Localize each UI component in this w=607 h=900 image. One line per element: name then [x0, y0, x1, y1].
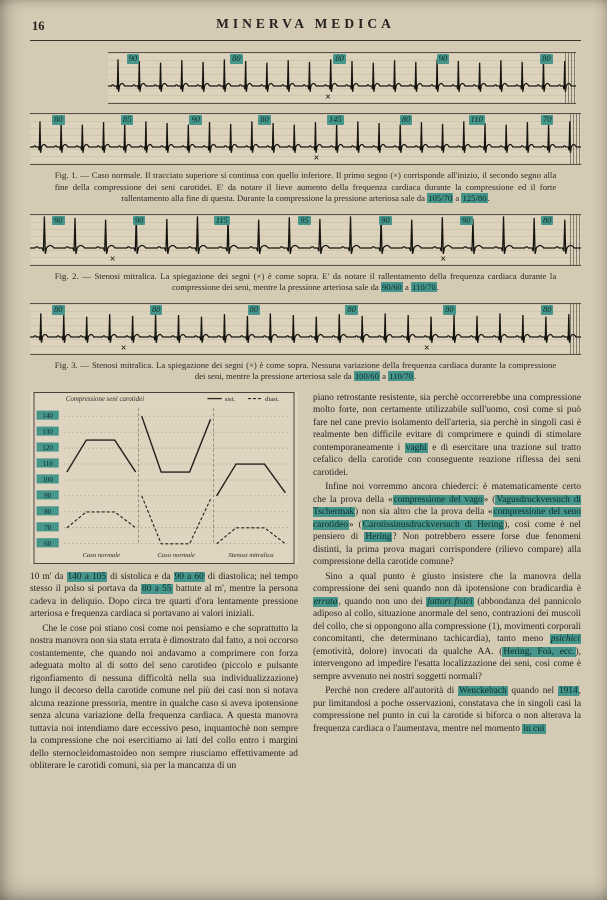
ecg-trace — [30, 121, 581, 152]
text-segment: 125/80 — [462, 193, 487, 204]
heart-rate-number: 80 — [335, 53, 344, 63]
figure-1 — [30, 52, 581, 205]
text-segment: 140 a 105 — [67, 571, 107, 582]
ecg-strip-fig3 — [30, 303, 581, 355]
ecg-trace — [30, 216, 581, 254]
text-segment: . — [436, 282, 439, 293]
text-segment: ? Non potrebbero essere forse due fenomeni distinti, la prima prova magari corrispondere (rilievo compare) alla compressione della carotide comune? — [313, 532, 581, 568]
pressure-curve-sistolica — [142, 416, 211, 472]
text-segment: ), così come è nel pensiero di — [313, 519, 582, 543]
ytick-label: 110 — [42, 459, 53, 468]
ytick-label: 60 — [44, 539, 52, 548]
text-segment: 100/60 — [354, 371, 379, 382]
compression-mark: × — [423, 342, 430, 354]
text-segment: Fig. 2. — Stenosi mitralica. La spiegazione dei segni (×) è come sopra. E' da notare il rallentamento della frequenza cardiaca durante la compressione dei seni, mentre la pressione arteriosa sale da — [54, 270, 557, 293]
text-segment: 90 a 60 — [174, 571, 204, 582]
heart-rate-number: 80 — [232, 53, 241, 63]
paragraph — [313, 685, 581, 735]
pressure-curve-sistolica — [67, 440, 136, 472]
text-segment: 1914 — [558, 686, 578, 697]
heart-rate-number: 80 — [445, 303, 454, 314]
two-column-body — [30, 392, 581, 775]
heart-rate-number: 80 — [347, 303, 356, 314]
pressure-curve-diastolica — [142, 496, 211, 544]
heart-rate-number: 115 — [215, 214, 228, 225]
fig1-caption — [55, 170, 556, 205]
heart-rate-number: 80 — [54, 114, 63, 124]
fig2-caption — [55, 271, 556, 294]
chart-frame — [34, 392, 294, 563]
journal-title: MINERVA MEDICA — [216, 16, 395, 31]
text-segment: 80 a 55 — [142, 584, 172, 595]
text-segment: Fig. 1. — Caso normale. Il tracciato superiore si continua con quello inferiore. Il primo segno (×) corrisponde all'inizio, il secondo segno alla fine della compressione dei seni carotidei. E' da notare il lieve aumento della frequenza cardiaca durante la compressione ed il forte rallentamento alla fine di questa. Durante la compressione la pressione arteriosa sale da — [54, 170, 557, 204]
text-segment: e di esercitare una trazione sul tratto cefalico della carotide con conseguente reazione riflessa dei seni carotidei. — [313, 442, 582, 478]
heart-rate-number: 80 — [401, 114, 411, 124]
figure-2 — [30, 214, 581, 294]
panel-label: Stenosi mitralica — [228, 551, 274, 559]
paragraph — [30, 623, 298, 773]
text-segment: 90/60 — [381, 282, 402, 293]
text-segment: ) non sia altro che la prova della « — [355, 507, 493, 518]
panel-label: Caso normale — [157, 551, 195, 559]
text-segment: Sino a qual punto è giusto insistere che la manovra della compressione dei seni quando non dà ipotensione con bradicardia è — [313, 571, 581, 595]
heart-rate-number: 90 — [462, 214, 471, 225]
text-segment: a — [453, 193, 462, 204]
paragraph — [30, 571, 298, 621]
text-segment: (abbondanza del pannicolo adiposo al collo, situazione anormale del seno, contrazioni dei muscoli del collo, che si oppongono alla compressione (1), movimenti corporali concomitanti, che determinano tachicardia), tanto meno — [313, 596, 581, 645]
ytick-label: 140 — [42, 412, 53, 421]
text-segment: 110/70 — [389, 371, 413, 382]
ytick-label: 80 — [44, 507, 52, 516]
compression-mark: × — [120, 342, 127, 354]
text-segment: 105/70 — [428, 193, 453, 204]
page-header — [30, 16, 581, 36]
text-segment: » ( — [348, 519, 362, 530]
heart-rate-number: 80 — [542, 53, 551, 63]
heart-rate-number: 80 — [249, 303, 259, 314]
ecg-waveform — [30, 304, 581, 354]
heart-rate-number: 90 — [54, 214, 63, 225]
text-segment: fattori fisici — [427, 596, 473, 607]
text-segment: (emotività, dolore) invocati da qualche AA. ( — [313, 646, 503, 657]
compression-mark: × — [440, 253, 447, 265]
header-divider — [30, 40, 581, 41]
text-segment: compressione del seno carotideo — [313, 507, 581, 530]
text-segment: , quando non uno dei — [338, 596, 427, 607]
ytick-label: 70 — [44, 523, 52, 532]
compression-mark: × — [313, 153, 320, 164]
text-segment: psichici — [550, 634, 580, 645]
ecg-waveform — [108, 53, 576, 103]
text-segment: Wenckebach — [459, 686, 507, 697]
heart-rate-number: 90 — [438, 53, 448, 63]
text-segment: Carotissinusdruckversuch di Hering — [362, 519, 504, 530]
legend-label: diast. — [265, 396, 280, 404]
legend-label: sist. — [224, 396, 236, 404]
figure-3 — [30, 303, 581, 383]
heart-rate-number: 90 — [134, 214, 144, 225]
text-segment: di sistolica e da — [107, 571, 174, 582]
ecg-trace — [108, 59, 576, 91]
text-segment: a — [402, 282, 411, 293]
text-segment: in cui — [523, 723, 545, 734]
heart-rate-number: 80 — [542, 303, 552, 314]
text-segment: ), intervengono ad impedire l'esatta localizzazione dei seni, così come è sempre avvenuto nei nostri soggetti normali? — [313, 646, 581, 682]
heart-rate-number: 145 — [328, 114, 342, 124]
page-number: 16 — [32, 19, 45, 33]
heart-rate-number: 90 — [128, 53, 138, 63]
heart-rate-number: 95 — [300, 214, 309, 225]
text-segment: 10 m' da — [30, 571, 67, 582]
text-segment: Che le cose poi stiano così come noi pensiamo e che soprattutto la nostra manovra non sia stata errata è dimostrato dal fatto, a noi occorso costantemente, che quando noi andavamo a comprimere con forza adeguata molto al di sotto del seno carotideo (piccolo e pulsante rigonfiamento di nessuna difficoltà nella sua individualizzazione) lungo il decorso della carotide comune nel più dei casi non si notava alcuna reazione pressoria, mentre in qualche caso si aveva ipotensione senza alcuna variazione della frequenza cardiaca. A questa manovra tuttavia noi intendiamo dare eccessivo peso, inquantochè non sempre la compressione che noi esercitiamo ai lati del collo entro i margini dello sternocleidomastoideo non sempre riusciamo effettivamente ad obliterare le carotidi comuni, sia per la mancanza di un — [30, 623, 298, 772]
ecg-waveform — [30, 114, 581, 164]
ytick-label: 130 — [42, 428, 53, 437]
text-segment: battute al m', mentre la persona cadeva in deliquio. Dopo circa tre quarti d'ora lentamente pressione arteriosa e frequenza cardiaca si portavano ai valori iniziali. — [30, 584, 298, 620]
text-segment: Hering, Foà, ecc. — [503, 646, 575, 657]
heart-rate-number: 80 — [260, 114, 269, 124]
pressure-chart-figure — [30, 392, 298, 564]
heart-rate-number: 80 — [54, 303, 63, 314]
heart-rate-number: 70 — [542, 114, 552, 124]
text-segment: . — [413, 371, 417, 382]
heart-rate-number: 80 — [542, 214, 552, 225]
ytick-label: 100 — [42, 475, 53, 484]
panel-label: Caso normale — [82, 551, 121, 559]
fig3-caption — [55, 360, 556, 383]
heart-rate-number: 85 — [122, 114, 132, 124]
text-segment: di diastolica; nel tempo stesso il polso si portava da — [30, 571, 298, 595]
text-segment: . — [487, 193, 490, 204]
heart-rate-number: 110 — [470, 114, 483, 124]
text-segment: Perchè non credere all'autorità di — [325, 686, 458, 697]
ecg-strip-fig1-bottom — [30, 113, 581, 165]
text-segment: a — [379, 371, 389, 382]
ecg-strip-fig2 — [30, 214, 581, 266]
text-segment: Hering — [365, 532, 392, 543]
text-segment: 110/70 — [411, 282, 436, 293]
paragraph — [313, 481, 581, 569]
text-segment: piano retrostante resistente, sia perchè occorrerebbe una compressione molto forte, non certamente utilizzabile sull'uomo, così come si può fare nel cane previo isolamento dell'arteria, sia perchè in singoli casi è realmente ben difficile evitare di comprimere e quindi di stimolare contemporaneamente i — [313, 392, 581, 453]
ytick-label: 90 — [44, 491, 52, 500]
text-segment: quando nel — [507, 686, 558, 697]
text-segment: errata — [314, 596, 338, 607]
chart-title: Compressione seni carotidei — [65, 396, 145, 404]
ytick-label: 120 — [42, 444, 53, 453]
text-segment: , pur limitandosi a poche osservazioni, constatava che in singoli casi la compressione nel punto in cui la carotide si biforca o non alterava la frequenza cardiaca o l'aumentava, mentre nel momento — [313, 686, 581, 734]
paragraph — [313, 571, 581, 684]
pressure-curve-diastolica — [217, 528, 286, 544]
compression-mark: × — [325, 92, 331, 103]
pressure-chart — [30, 392, 298, 564]
heart-rate-number: 90 — [381, 214, 390, 225]
left-column — [30, 392, 298, 775]
ecg-strip-fig1-top — [108, 52, 576, 104]
heart-rate-number: 80 — [151, 303, 161, 314]
text-segment: » ( — [483, 494, 496, 505]
text-segment: compressione del vago — [393, 494, 483, 505]
paragraph — [313, 392, 581, 480]
text-segment: Infine noi vorremmo ancora chiederci: è matematicamente certo che la prova della « — [313, 482, 581, 505]
right-column — [313, 392, 581, 738]
text-segment: Vagusdruckversuch di Tschermak — [313, 494, 581, 518]
text-segment: vaghi — [405, 442, 427, 453]
ecg-trace — [30, 313, 581, 343]
compression-mark: × — [109, 253, 116, 265]
pressure-curve-diastolica — [67, 512, 136, 528]
heart-rate-number: 90 — [191, 114, 200, 124]
text-segment: Fig. 3. — Stenosi mitralica. La spiegazione dei segni (×) è come sopra. Nessuna variazione della frequenza cardiaca durante la compressione dei seni, mentre la pressione arteriosa sale da — [54, 359, 557, 382]
